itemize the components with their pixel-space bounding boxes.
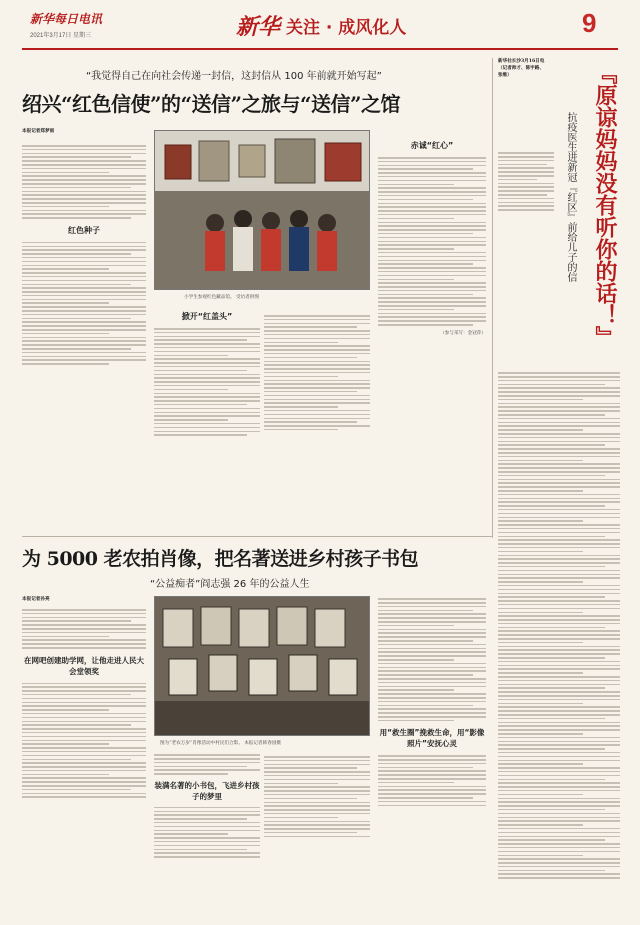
article1-headline: 绍兴“红色信使”的“送信”之旅与“送信”之馆 [22,92,401,116]
article1-photo [154,130,370,290]
article1-col3 [264,305,370,530]
article1-text-block [22,145,146,219]
section-title: 关注 · 成风化人 [286,17,407,38]
section-header [236,10,476,40]
article2-text-block [154,807,260,858]
article2-kicker: “公益痴者”阎志强 26 年的公益人生 [150,579,310,590]
article2-byline: 本报记者孙亮 [22,597,50,602]
section-logo: 新华 [236,13,281,40]
article2-text-block [154,754,260,774]
article2-text-block [22,683,146,798]
article2-sub3: 用“救生圈”挽救生命，用“影像照片”安抚心灵 [379,728,485,749]
article1-signoff: （参与采写：金冠萍） [440,330,486,336]
article2-photo [154,596,370,736]
article2-sub1: 在网吧创建助学网，让他走进人民大会堂领奖 [24,655,144,676]
sidebar-headline: 『原谅妈妈没有听你的话！』 [592,62,618,348]
article2-text-block [378,755,486,806]
sidebar-text-block [498,370,620,881]
article2-col2 [154,752,260,918]
article1-sub3: 赤诚“红心” [410,141,454,150]
article1-text-block [154,328,260,436]
article2-caption: 图为“老农万岁”肖像活动中村民们合影。 本报记者韩春园摄 [160,741,282,746]
article1-text-block [22,242,146,365]
article2-text-block [378,598,486,721]
museum-visit-illustration [155,131,370,290]
sidebar-divider [492,58,493,538]
sidebar-intro: 新华社长沙3月16日电（记者帅才、陈宇路、张维） [498,59,545,79]
masthead-rule [22,48,618,50]
page-number: 9 [582,8,597,38]
sidebar-text-block [498,150,554,213]
article1-sub1: 红色种子 [68,225,100,235]
masthead-left [30,10,180,44]
article2-sub2: 装满名著的小书包，飞进乡村孩子的梦里 [154,780,260,801]
article1-caption: 小学生参观红色藏品馆。 受访者供图 [184,295,259,300]
article-divider [22,536,492,537]
article1-byline: 本报记者郑梦雨 [22,129,55,134]
article2-text-block [264,756,370,837]
article1-text-block [264,315,370,430]
article2-col3 [264,752,370,918]
article2-col4 [378,596,486,918]
article2-text-block [22,609,146,648]
article2-headline: 为 5000 老农拍肖像，把名著送进乡村孩子书包 [22,548,419,570]
article1-sub2: 掀开“红盖头” [181,312,233,321]
masthead-date: 2021年3月17日 星期三 [30,33,92,39]
article1-kicker: “我觉得自己在向社会传递一封信，这封信从 100 年前就开始写起” [86,71,382,82]
sidebar-subhead: 抗疫医生进新冠『红区』前给儿子的信 [565,112,576,282]
sidebar-intro-block [498,58,548,158]
villagers-portrait-illustration [155,597,370,736]
article1-col1 [22,128,146,530]
article1-text-block [378,157,486,326]
article2-col1 [22,596,146,916]
masthead-logo: 新华每日电讯 [30,12,103,26]
article1-col4 [378,136,486,530]
article1-col2 [154,305,260,530]
